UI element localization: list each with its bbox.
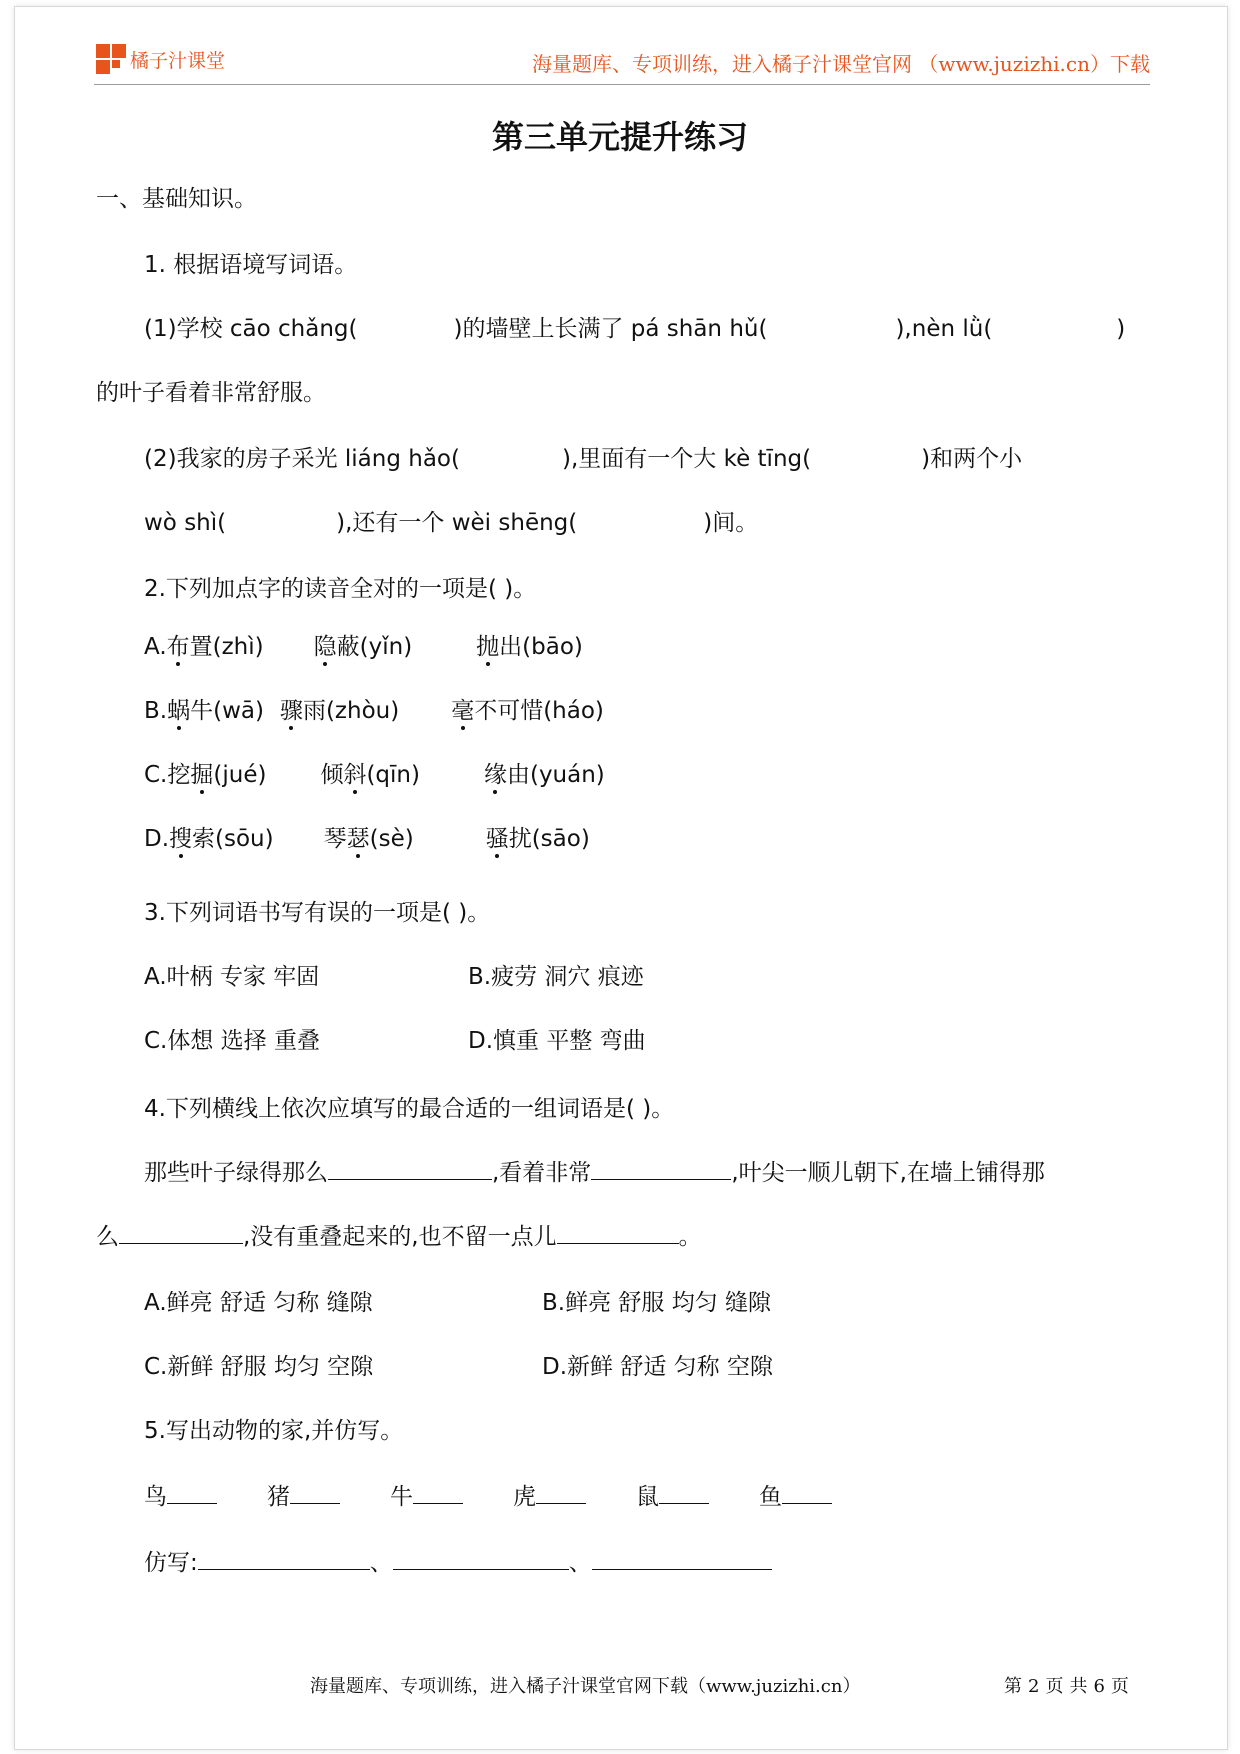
q1-part2-line1 — [144, 448, 1022, 471]
fill-blank — [592, 1568, 772, 1570]
dotted-char: 蜗 — [167, 698, 191, 724]
fill-blank — [393, 1568, 569, 1570]
q1-part2-seg-a: (2)我家的房子采光 liáng hǎo( — [144, 446, 460, 472]
text-segment: 挖 — [167, 762, 191, 788]
q4-passage-line1 — [144, 1162, 1045, 1185]
text-segment: 。 — [678, 1224, 702, 1250]
q2-stem: 2.下列加点字的读音全对的一项是( )。 — [144, 576, 537, 602]
q5-animal-row — [144, 1486, 832, 1509]
dotted-char: 布 — [166, 634, 190, 660]
dotted-char: 瑟 — [346, 826, 370, 852]
animal-label: 鱼 — [759, 1484, 782, 1510]
imitate-label: 仿写: — [144, 1550, 198, 1576]
text-segment: 那些叶子绿得那么 — [144, 1160, 328, 1186]
text-segment: 雨 — [302, 698, 326, 724]
animal-label: 虎 — [513, 1484, 536, 1510]
q3-stem: 3.下列词语书写有误的一项是( )。 — [144, 900, 491, 926]
fill-blank — [119, 1242, 243, 1244]
dotted-char: 搜 — [169, 826, 193, 852]
fill-blank — [591, 1178, 731, 1180]
text-segment: (yǐn) — [359, 634, 413, 660]
q4-option-c: C.新鲜 舒服 均匀 空隙 — [144, 1354, 374, 1380]
q5-imitate-row — [144, 1552, 772, 1575]
text-segment: ,叶尖一顺儿朝下,在墙上铺得那 — [731, 1160, 1045, 1186]
q4-passage-line2 — [96, 1226, 702, 1249]
q3-option-b: B.疲劳 洞穴 痕迹 — [468, 964, 644, 990]
q1-part1-seg-c: ),nèn lǜ( — [895, 316, 993, 342]
q1-part2-seg-d: wò shì( — [144, 510, 227, 536]
q2-option-b — [144, 700, 604, 723]
logo-square — [96, 60, 110, 74]
text-segment: (bāo) — [522, 634, 583, 660]
text-segment: C. — [144, 762, 168, 788]
q1-part1-seg-b: )的墙壁上长满了 pá shān hǔ( — [453, 316, 768, 342]
q4-stem: 4.下列横线上依次应填写的最合适的一组词语是( )。 — [144, 1096, 675, 1122]
q2-option-d — [144, 828, 590, 851]
fill-blank — [198, 1568, 370, 1570]
q3-option-d: D.慎重 平整 弯曲 — [468, 1028, 646, 1054]
text-segment: (sōu) — [215, 826, 274, 852]
fill-blank — [328, 1178, 492, 1180]
fill-blank — [413, 1502, 463, 1504]
text-segment: 、 — [369, 1550, 393, 1576]
fill-blank — [557, 1242, 679, 1244]
text-segment: D. — [144, 826, 170, 852]
q1-part2-seg-e: ),还有一个 wèi shēng( — [336, 510, 578, 536]
dotted-char: 隐 — [313, 634, 337, 660]
dotted-char: 骚 — [485, 826, 509, 852]
text-segment: (sè) — [369, 826, 414, 852]
text-segment: 置 — [189, 634, 213, 660]
q1-part1-seg-d: ) — [1116, 316, 1126, 342]
q1-part1-line2: 的叶子看着非常舒服。 — [96, 380, 326, 406]
dotted-char: 掘 — [190, 762, 214, 788]
text-segment: 牛 — [190, 698, 214, 724]
q1-part1-seg-a: (1)学校 cāo chǎng( — [144, 316, 358, 342]
text-segment: (háo) — [543, 698, 604, 724]
dotted-char: 缘 — [483, 762, 507, 788]
header-slogan: 海量题库、专项训练，进入橘子汁课堂官网 （www.juzizhi.cn）下载 — [532, 52, 1150, 76]
q3-option-c: C.体想 选择 重叠 — [144, 1028, 320, 1054]
animal-label: 鼠 — [636, 1484, 659, 1510]
page-indicator — [1004, 1672, 1135, 1698]
fill-blank — [536, 1502, 586, 1504]
q5-stem: 5.写出动物的家,并仿写。 — [144, 1418, 404, 1444]
q1-part1-line1 — [144, 318, 1125, 341]
text-segment: (yuán) — [529, 762, 605, 788]
q2-option-a — [144, 636, 583, 659]
logo-square — [96, 44, 110, 58]
logo-square — [112, 44, 126, 58]
text-segment: A. — [144, 634, 167, 660]
text-segment: 么 — [96, 1224, 119, 1250]
text-segment: (jué) — [213, 762, 267, 788]
page-total: 6 — [1093, 1676, 1105, 1697]
page-current: 2 — [1028, 1676, 1040, 1697]
brand-logo — [96, 44, 225, 74]
q1-part2-line2 — [144, 512, 758, 535]
dotted-char: 毫 — [451, 698, 475, 724]
q4-option-b: B.鲜亮 舒服 均匀 缝隙 — [542, 1290, 772, 1316]
text-segment: 由 — [506, 762, 530, 788]
dotted-char: 斜 — [343, 762, 367, 788]
fill-blank — [659, 1502, 709, 1504]
logo-square — [112, 60, 120, 68]
q2-option-c — [144, 764, 605, 787]
text-segment: ,看着非常 — [492, 1160, 592, 1186]
dotted-char: 骤 — [279, 698, 303, 724]
text-segment: (sāo) — [531, 826, 590, 852]
brand-name: 橘子汁课堂 — [130, 49, 226, 72]
q3-option-a: A.叶柄 专家 牢固 — [144, 964, 320, 990]
fill-blank — [782, 1502, 832, 1504]
q4-option-d: D.新鲜 舒适 匀称 空隙 — [542, 1354, 773, 1380]
text-segment: (qīn) — [366, 762, 420, 788]
text-segment: 倾 — [320, 762, 344, 788]
q4-option-a: A.鲜亮 舒适 匀称 缝隙 — [144, 1290, 373, 1316]
text-segment: 索 — [192, 826, 216, 852]
section-heading: 一、基础知识。 — [96, 186, 257, 212]
page-title: 第三单元提升练习 — [491, 118, 748, 156]
header-divider — [94, 84, 1150, 85]
text-segment: 不可惜 — [474, 698, 544, 724]
text-segment: 共 — [1069, 1676, 1088, 1697]
text-segment: 页 — [1110, 1676, 1129, 1697]
text-segment: 页 — [1045, 1676, 1064, 1697]
text-segment: (wā) — [213, 698, 264, 724]
animal-label: 猪 — [267, 1484, 290, 1510]
text-segment: 蔽 — [336, 634, 360, 660]
text-segment: 、 — [568, 1550, 592, 1576]
text-segment: 扰 — [508, 826, 532, 852]
text-segment: B. — [144, 698, 168, 724]
text-segment: (zhòu) — [325, 698, 400, 724]
q1-part2-seg-b: ),里面有一个大 kè tīng( — [561, 446, 812, 472]
text-segment: 第 — [1004, 1676, 1022, 1697]
animal-label: 牛 — [390, 1484, 413, 1510]
text-segment: 琴 — [323, 826, 347, 852]
text-segment: (zhì) — [212, 634, 264, 660]
fill-blank — [290, 1502, 340, 1504]
fill-blank — [167, 1502, 217, 1504]
animal-label: 鸟 — [144, 1484, 167, 1510]
text-segment: ,没有重叠起来的,也不留一点儿 — [243, 1224, 557, 1250]
footer-text: 海量题库、专项训练，进入橘子汁课堂官网下载（www.juzizhi.cn） — [310, 1676, 861, 1697]
logo-icon — [96, 44, 126, 74]
q1-part2-seg-f: )间。 — [703, 510, 759, 536]
q1-part2-seg-c: )和两个小 — [921, 446, 1023, 472]
q1-stem: 1. 根据语境写词语。 — [144, 252, 358, 278]
text-segment: 出 — [499, 634, 523, 660]
dotted-char: 抛 — [476, 634, 500, 660]
